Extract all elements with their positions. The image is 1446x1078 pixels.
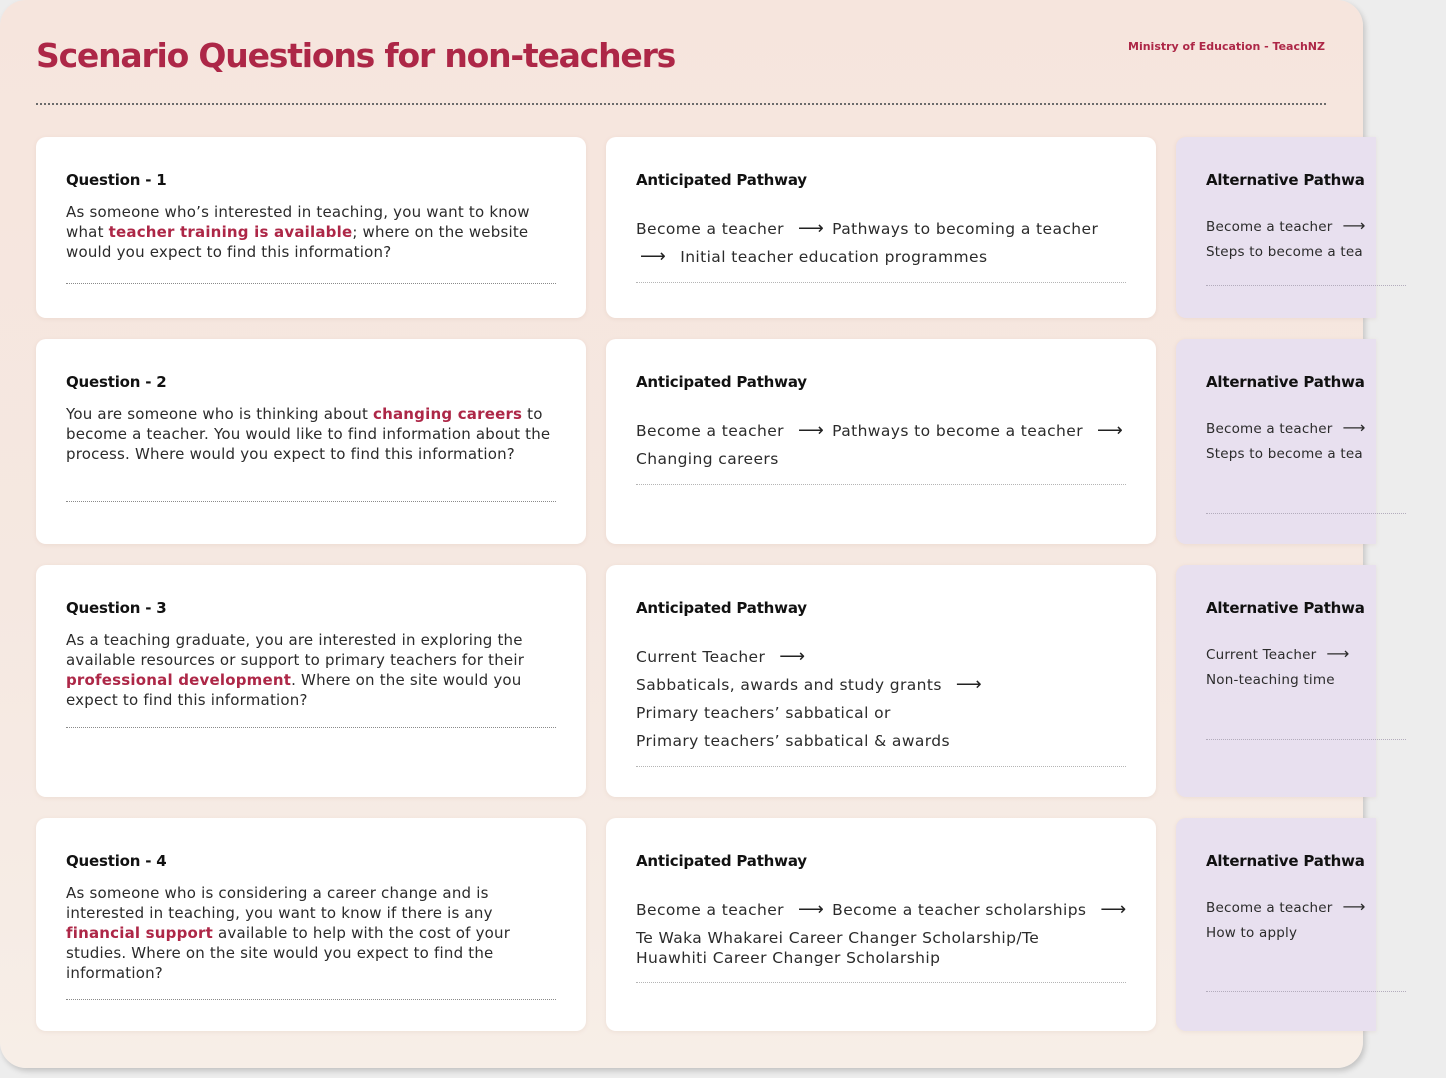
question-highlight: professional development [66,671,292,689]
question-text-post: ; where on the website would you expect to find this information? [66,223,529,261]
pathway-step: Primary teachers’ sabbatical or [636,704,891,722]
card-divider [66,727,556,728]
card-divider [66,999,556,1000]
anticipated-pathway [636,215,1136,271]
question-highlight: teacher training is available [108,223,353,241]
title-divider [36,103,1326,105]
pathway-step: Steps to become a tea [1206,446,1363,462]
question-highlight: financial support [66,924,214,942]
question-text-pre: As someone who is considering a career change and is interested in teaching, you want to know if there is any [66,884,493,922]
arrow-right-icon: ⟶ [640,246,667,267]
alternative-title: Alternative Pathwa [1206,171,1365,189]
pathway-step: Become a teacher [1206,219,1333,235]
question-text-pre: As a teaching graduate, you are interested in exploring the available resources or support to primary teachers for their [66,631,525,669]
anticipated-title: Anticipated Pathway [636,599,807,617]
card-divider [1206,739,1406,740]
anticipated-title: Anticipated Pathway [636,373,807,391]
arrow-right-icon: ⟶ [955,674,983,695]
pathway-step: Non-teaching time [1206,672,1335,688]
alternative-pathway [1206,213,1446,265]
pathway-step: Current Teacher [636,648,766,666]
anticipated-card-4 [606,818,1156,1031]
alternative-card-2 [1176,339,1376,544]
question-text-post: to become a teacher. You would like to find information about the process. Where would you expect to find this information? [66,405,551,463]
arrow-right-icon: ⟶ [1096,420,1124,441]
alternative-card-1 [1176,137,1376,318]
question-text-pre: You are someone who is thinking about [66,405,373,423]
arrow-right-icon: ⟶ [797,218,825,239]
pathway-step: Become a teacher [636,901,784,919]
question-text-post: available to help with the cost of your studies. Where on the site would you expect to find the information? [66,924,511,982]
arrow-right-icon: ⟶ [1342,897,1366,916]
question-card-1 [36,137,586,318]
pathway-step: Initial teacher education programmes [680,248,988,266]
alternative-title: Alternative Pathwa [1206,373,1365,391]
card-divider [1206,513,1406,514]
question-card-2 [36,339,586,544]
anticipated-card-2 [606,339,1156,544]
pathway-step: Become a teacher [1206,421,1333,437]
alternative-pathway [1206,641,1446,693]
arrow-right-icon: ⟶ [797,420,825,441]
anticipated-pathway [636,417,1136,473]
arrow-right-icon: ⟶ [779,646,806,667]
question-text [66,404,558,464]
card-divider [636,766,1126,767]
question-text [66,630,558,710]
question-title: Question - 3 [66,599,167,617]
question-text-post: . Where on the site would you expect to find this information? [66,671,522,709]
question-card-3 [36,565,586,797]
arrow-right-icon: ⟶ [1100,899,1127,920]
alternative-card-4 [1176,818,1376,1031]
pathway-step: Pathways to become a teacher [832,422,1083,440]
arrow-right-icon: ⟶ [1342,418,1366,437]
question-title: Question - 1 [66,171,167,189]
anticipated-card-3 [606,565,1156,797]
card-divider [636,282,1126,283]
arrow-right-icon: ⟶ [1342,216,1366,235]
pathway-step: Steps to become a tea [1206,244,1363,260]
card-divider [636,484,1126,485]
card-divider [66,283,556,284]
alternative-card-3 [1176,565,1376,797]
question-text-pre: As someone who’s interested in teaching, you want to know what [66,203,530,241]
page-title: Scenario Questions for non-teachers [36,36,676,75]
card-divider [66,501,556,502]
question-highlight: changing careers [373,405,523,423]
arrow-right-icon: ⟶ [1326,644,1350,663]
card-divider [1206,285,1406,286]
question-text [66,883,558,983]
alternative-pathway [1206,894,1446,946]
pathway-step: Te Waka Whakarei Career Changer Scholarship/Te Huawhiti Career Changer Scholarship [636,929,1040,967]
pathway-step: Become a teacher scholarships [832,901,1087,919]
pathway-step: Changing careers [636,450,779,468]
question-title: Question - 2 [66,373,167,391]
anticipated-title: Anticipated Pathway [636,171,807,189]
question-card-4 [36,818,586,1031]
anticipated-pathway [636,896,1136,972]
pathway-step: Become a teacher [1206,900,1333,916]
anticipated-pathway [636,643,1136,755]
question-text [66,202,558,262]
card-divider [1206,991,1406,992]
pathway-step: Pathways to becoming a teacher [832,220,1099,238]
alternative-pathway [1206,415,1446,467]
anticipated-title: Anticipated Pathway [636,852,807,870]
organisation-label: Ministry of Education - TeachNZ [1128,40,1325,53]
pathway-step: Current Teacher [1206,647,1317,663]
pathway-step: Sabbaticals, awards and study grants [636,676,942,694]
pathway-step: How to apply [1206,925,1298,941]
alternative-title: Alternative Pathwa [1206,599,1365,617]
card-divider [636,982,1126,983]
question-title: Question - 4 [66,852,167,870]
anticipated-card-1 [606,137,1156,318]
pathway-step: Primary teachers’ sabbatical & awards [636,732,951,750]
alternative-title: Alternative Pathwa [1206,852,1365,870]
arrow-right-icon: ⟶ [797,899,825,920]
pathway-step: Become a teacher [636,422,784,440]
pathway-step: Become a teacher [636,220,784,238]
